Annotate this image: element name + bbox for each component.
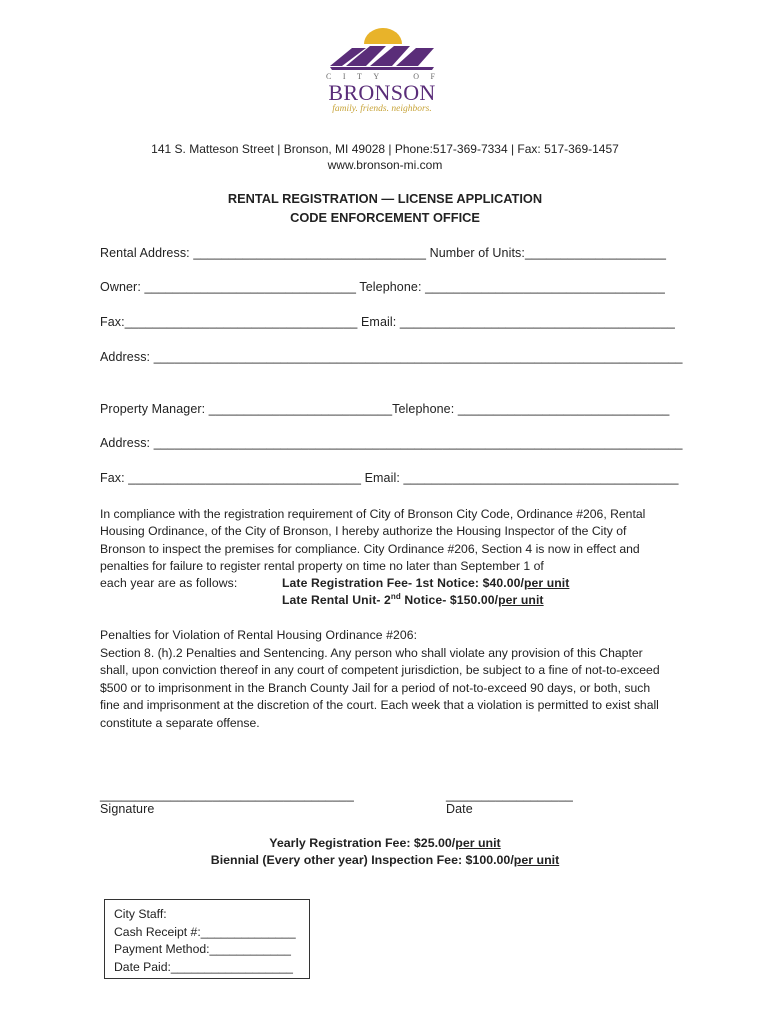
staff-title: City Staff: xyxy=(114,907,167,921)
late-fee-1st-notice: Late Registration Fee- 1st Notice: $40.00/per unit xyxy=(282,576,570,590)
sun-fields-icon xyxy=(326,26,438,72)
page-title: RENTAL REGISTRATION — LICENSE APPLICATION xyxy=(227,191,543,206)
logo-name: BRONSON xyxy=(328,80,436,105)
signature-line[interactable]: ____________________________________ xyxy=(100,788,354,802)
payment-method-field[interactable]: Payment Method:____________ xyxy=(114,942,291,957)
fax-email-field[interactable]: Fax:_________________________________ Email: _______________________________________ xyxy=(100,315,675,329)
logo-tagline: family. friends. neighbors. xyxy=(332,104,432,114)
compliance-paragraph: In compliance with the registration requirement of City of Bronson City Code, Ordinance #206, Rental Housing Ordinance, of the City of Bronson, I hereby authorize the Housing Inspector of the City of Bronson to inspect the premises for compliance. City Ordinance #206, Section 4 is now in effect and penalties for failure to register rental property on time no later than September 1 of xyxy=(100,507,646,574)
pm-address-field[interactable]: Address: ___________________________________________________________________________ xyxy=(100,436,683,450)
property-manager-field[interactable]: Property Manager: __________________________Telephone: ______________________________ xyxy=(100,402,670,416)
penalties-heading: Penalties for Violation of Rental Housing Ordinance #206: xyxy=(100,628,418,642)
penalties-paragraph: Section 8. (h).2 Penalties and Sentencing. Any person who shall violate any provision of this Chapter shall, upon conviction thereof in any court of competent jurisdiction, be subject to a fine of not-to-exceed $500 or to imprisonment in the Branch County Jail for a period of not-to-exceed 90 days, or both, such fine and imprisonment at the discretion of the court. Each week that a violation is permitted to exist shall constitute a separate offense. xyxy=(100,646,660,730)
cash-receipt-field[interactable]: Cash Receipt #:______________ xyxy=(114,924,296,939)
late-fee-2nd-notice: Late Rental Unit- 2nd Notice- $150.00/per unit xyxy=(282,591,544,607)
date-line[interactable]: __________________ xyxy=(446,788,573,802)
pm-fax-email-field[interactable]: Fax: _________________________________ Email: _______________________________________ xyxy=(100,471,679,485)
biennial-fee: Biennial (Every other year) Inspection Fee: $100.00/per unit xyxy=(210,853,560,867)
address-line: 141 S. Matteson Street | Bronson, MI 49028 | Phone:517-369-7334 | Fax: 517-369-1457 xyxy=(151,142,619,156)
date-paid-field[interactable]: Date Paid:__________________ xyxy=(114,959,293,974)
signature-label: Signature xyxy=(100,802,155,816)
page-subtitle: CODE ENFORCEMENT OFFICE xyxy=(290,210,480,225)
owner-field[interactable]: Owner: ______________________________ Telephone: __________________________________ xyxy=(100,280,665,294)
logo-city-of: C I T Y O F xyxy=(326,72,436,81)
compliance-last-line: each year are as follows: xyxy=(100,576,238,590)
rental-address-field[interactable]: Rental Address: _________________________________ Number of Units:____________________ xyxy=(100,246,667,260)
date-label: Date xyxy=(446,802,473,816)
address-field[interactable]: Address: ___________________________________________________________________________ xyxy=(100,350,683,364)
city-staff-box xyxy=(104,899,310,979)
website: www.bronson-mi.com xyxy=(327,158,443,172)
yearly-fee: Yearly Registration Fee: $25.00/per unit xyxy=(269,836,501,850)
